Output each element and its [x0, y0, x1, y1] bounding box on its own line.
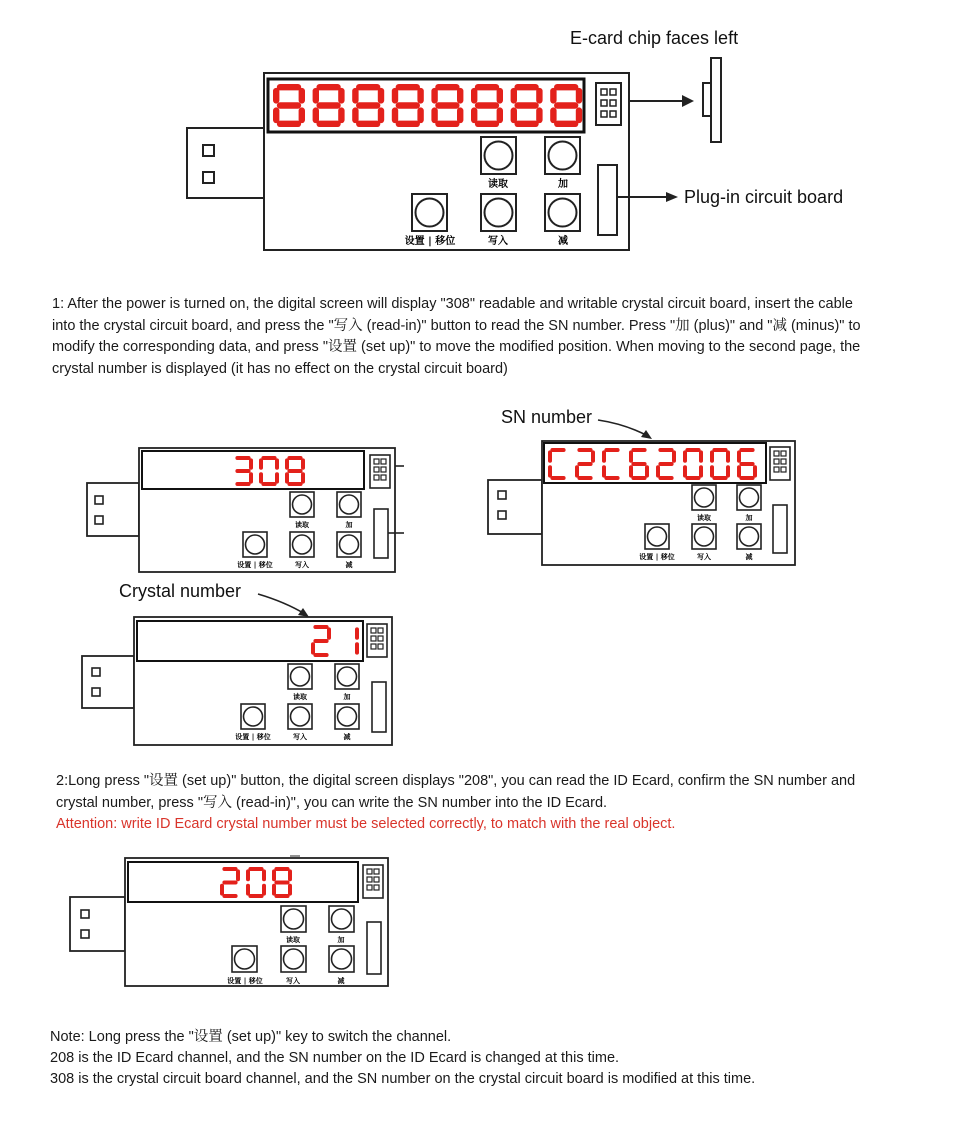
crystal-label: Crystal number: [119, 581, 242, 601]
plus-label: 加: [337, 936, 345, 944]
plus-label: 加: [745, 514, 753, 522]
chip-connector-icon: [596, 83, 621, 125]
device-main: [180, 50, 740, 260]
device-308: [84, 440, 414, 580]
read-label: 读取: [488, 179, 508, 190]
set-button[interactable]: [412, 194, 447, 231]
read-button[interactable]: [481, 137, 516, 174]
board-slot: [598, 165, 617, 235]
read-label: 读取: [293, 693, 307, 701]
ecard-chip-icon: [703, 83, 711, 116]
minus-label: 减: [345, 561, 353, 569]
write-button[interactable]: [481, 194, 516, 231]
minus-button[interactable]: [545, 194, 580, 231]
chip-connector-icon: [370, 455, 390, 488]
plus-label: 加: [345, 521, 353, 529]
device-208: [66, 850, 396, 995]
read-label: 读取: [697, 514, 711, 522]
read-label: 读取: [286, 936, 300, 944]
paragraph-2: [56, 771, 866, 836]
write-label: 写入: [488, 236, 508, 247]
attention-text: Attention: write ID Ecard crystal number must be selected correctly, to match with the real object.: [56, 816, 676, 832]
write-label: 写入: [293, 733, 307, 741]
chip-connector-icon: [367, 624, 387, 657]
set-label: 设置 | 移位: [639, 553, 675, 561]
chip-connector-icon: [363, 865, 383, 898]
plus-label: 加: [343, 693, 351, 701]
set-label: 设置 | 移位: [227, 977, 263, 985]
note-line: 208 is the ID Ecard channel, and the SN number on the ID Ecard is changed at this time.: [50, 1050, 620, 1066]
minus-label: 减: [343, 733, 351, 741]
write-label: 写入: [295, 561, 309, 569]
write-label: 写入: [697, 553, 711, 561]
sn-arrow: [598, 420, 648, 436]
notes: [50, 1027, 910, 1090]
sn-label: SN number: [501, 407, 593, 427]
minus-label: 减: [558, 236, 568, 247]
set-label: 设置 | 移位: [235, 733, 271, 741]
plus-button[interactable]: [545, 137, 580, 174]
note-line: Note: Long press the "设置 (set up)" key to switch the channel.: [50, 1029, 452, 1045]
crystal-arrow: [258, 594, 305, 614]
usb-plug: [187, 128, 264, 198]
paragraph-1: 1: After the power is turned on, the digital screen will display "308" readable and writable crystal circuit board, insert the cable into the crystal circuit board, and press the "写入 (read-in)" button to read the SN number. Press "加 (plus)" and "减 (minus)" to modify the corresponding data, and press "设置 (set up)" to move the modified position. When moving to the second page, the crystal number is displayed (it has no effect on the crystal circuit board): [52, 296, 861, 377]
chip-connector-icon: [770, 447, 790, 480]
read-label: 读取: [295, 521, 309, 529]
set-label: 设置 | 移位: [237, 561, 273, 569]
write-label: 写入: [286, 977, 300, 985]
set-label: 设置 | 移位: [404, 236, 456, 247]
note-line: 308 is the crystal circuit board channel, and the SN number on the crystal circuit board is modified at this time.: [50, 1071, 756, 1087]
chip-label: E-card chip faces left: [570, 28, 739, 48]
plus-label: 加: [558, 179, 568, 190]
device-sn: [484, 410, 804, 570]
minus-label: 减: [337, 977, 345, 985]
device-crystal: [80, 585, 400, 750]
minus-label: 减: [745, 553, 753, 561]
plugin-label: Plug-in circuit board: [684, 187, 844, 207]
paragraph-2-text: 2:Long press "设置 (set up)" button, the digital screen displays "208", you can read the ID Ecard, confirm the SN number and crystal number, press "写入 (read-in)", you can write the SN number into the ID Ecard.: [56, 773, 856, 811]
